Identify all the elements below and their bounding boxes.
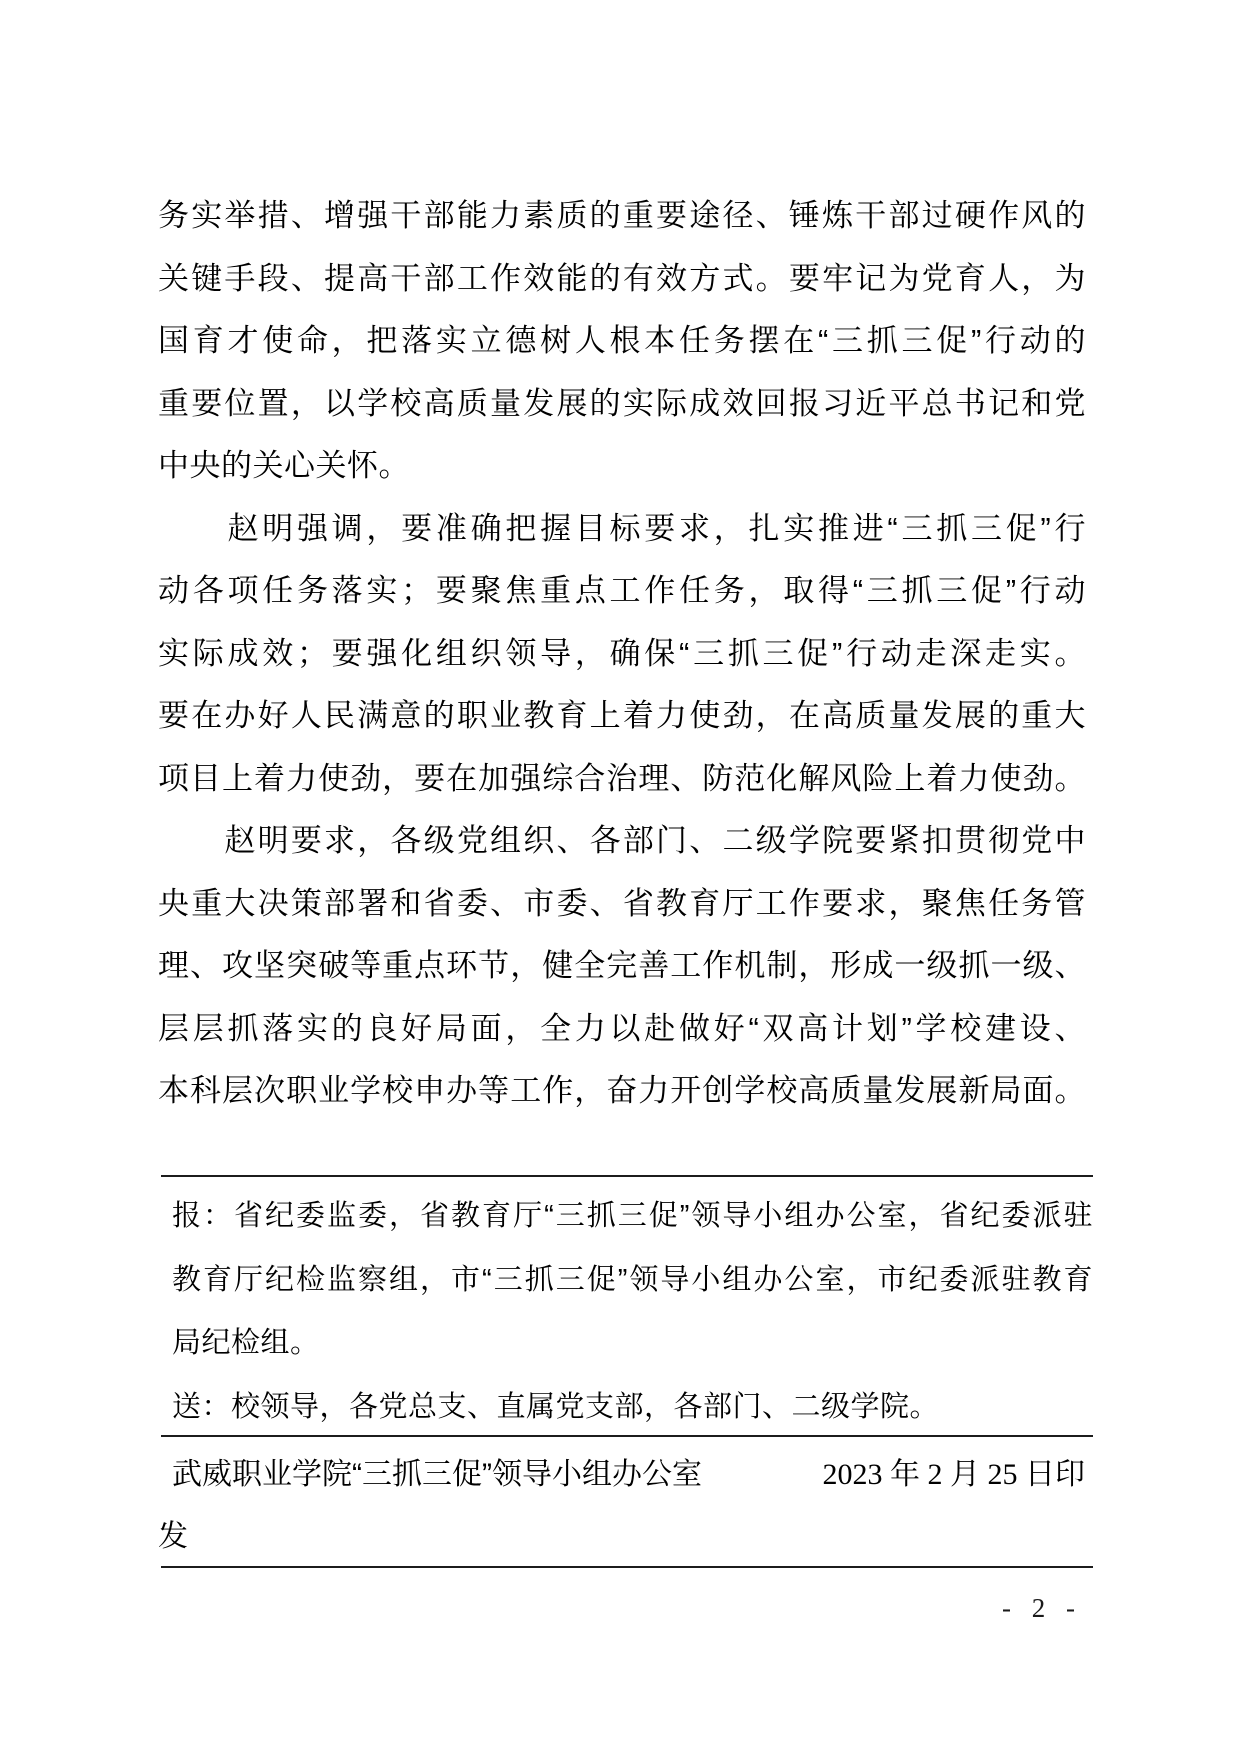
body-line: 项目上着力使劲，要在加强综合治理、防范化解风险上着力使劲。	[158, 760, 1086, 796]
issuer-line	[172, 1444, 1093, 1506]
separator-line-middle	[161, 1435, 1093, 1437]
body-line: 要在办好人民满意的职业教育上着力使劲，在高质量发展的重大	[158, 698, 1086, 733]
body-line: 层层抓落实的良好局面，全力以赴做好“双高计划”学校建设、	[158, 1010, 1086, 1046]
body-line: 务实举措、增强干部能力素质的重要途径、锤炼干部过硬作风的	[158, 198, 1086, 233]
body-line: 理、攻坚突破等重点环节，健全完善工作机制，形成一级抓一级、	[158, 948, 1086, 983]
report-to-line-end: 局纪检组。	[172, 1327, 320, 1359]
separator-line-top	[161, 1175, 1093, 1177]
body-line-paragraph-end: 中央的关心关怀。	[158, 448, 410, 483]
body-line: 国育才使命，把落实立德树人根本任务摆在“三抓三促”行动的	[158, 323, 1086, 358]
document-body	[158, 185, 1086, 1123]
body-line-paragraph-start: 赵明强调，要准确把握目标要求，扎实推进“三抓三促”行	[158, 510, 1086, 546]
body-line: 实际成效；要强化组织领导，确保“三抓三促”行动走深走实。	[158, 635, 1086, 671]
body-line: 央重大决策部署和省委、市委、省教育厅工作要求，聚焦任务管	[158, 885, 1086, 921]
body-line: 重要位置，以学校高质量发展的实际成效回报习近平总书记和党	[158, 385, 1086, 421]
print-date-wrapped-char: 发	[158, 1520, 188, 1553]
issuing-office: 武威职业学院“三抓三促”领导小组办公室	[172, 1458, 702, 1491]
report-to-line: 教育厅纪检监察组，市“三抓三促”领导小组办公室，市纪委派驻教育	[172, 1263, 1093, 1296]
body-line: 动各项任务落实；要聚焦重点工作任务，取得“三抓三促”行动	[158, 573, 1086, 608]
body-line: 本科层次职业学校申办等工作，奋力开创学校高质量发展新局面。	[158, 1073, 1086, 1108]
page-number: - 2 -	[1002, 1593, 1082, 1623]
body-line: 关键手段、提高干部工作效能的有效方式。要牢记为党育人，为	[158, 260, 1086, 296]
body-line-paragraph-start: 赵明要求，各级党组织、各部门、二级学院要紧扣贯彻党中	[158, 823, 1086, 858]
distribution-block	[172, 1185, 1093, 1439]
report-to-line: 报：省纪委监委，省教育厅“三抓三促”领导小组办公室，省纪委派驻	[172, 1200, 1093, 1232]
separator-line-bottom	[161, 1566, 1093, 1568]
print-date: 2023 年 2 月 25 日印	[822, 1458, 1085, 1491]
issuer-block	[158, 1444, 1093, 1568]
send-to-line: 送：校领导，各党总支、直属党支部，各部门、二级学院。	[172, 1390, 940, 1423]
